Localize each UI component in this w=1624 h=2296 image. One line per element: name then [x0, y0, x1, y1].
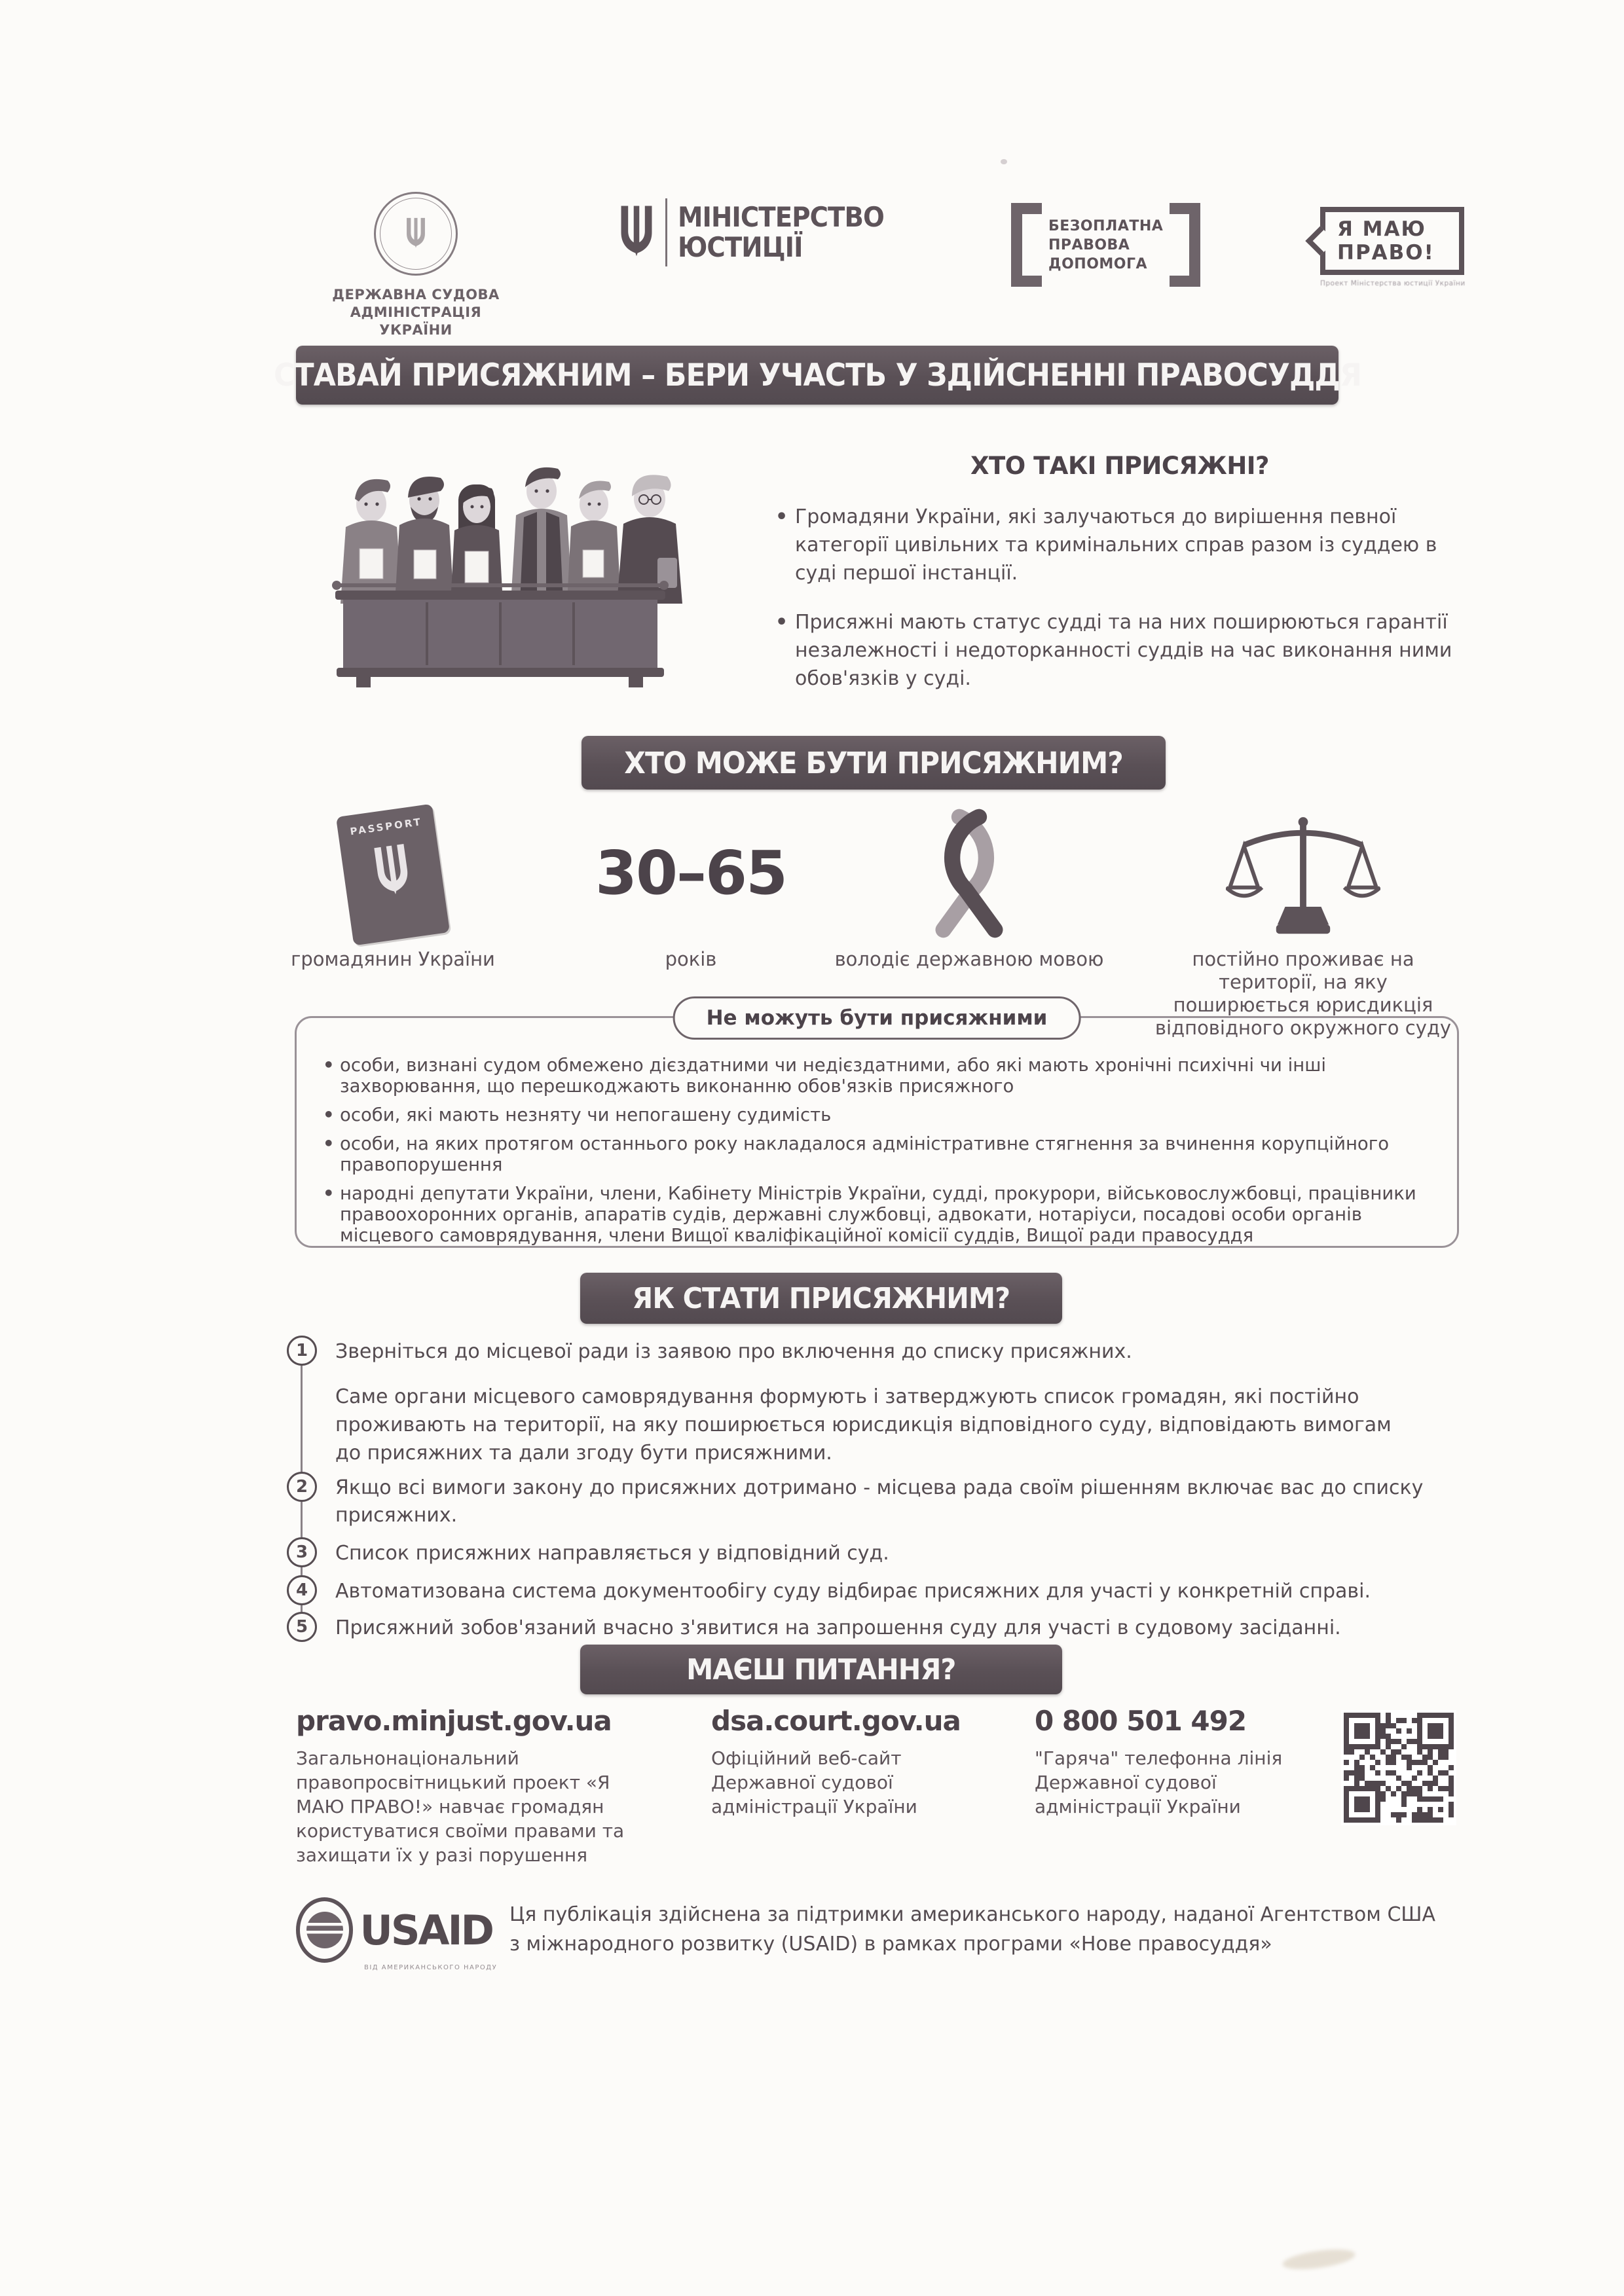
- step-number-badge: 4: [287, 1575, 317, 1605]
- list-item: • особи, на яких протягом останнього року накладалося адміністративне стягнення за вчинення корупційного правопорушення: [323, 1133, 1431, 1175]
- left-bracket-icon: [1011, 203, 1042, 287]
- step-text: Зверніться до місцевої ради із заявою про включення до списку присяжних.: [335, 1340, 1132, 1363]
- who-section-bullets: [773, 503, 1464, 714]
- contact-hotline: [1035, 1705, 1316, 1819]
- requirement-age: [593, 804, 789, 971]
- list-item: • народні депутати України, члени, Кабінету Міністрів України, судді, прокурори, військовослужбовці, працівники правоохоронних органів, апаратів судів, державні службовці, адвокати, нотаріуси, посадові особи органів місцевого самоврядування, члени Вищої кваліфікаційної комісії суддів, Вищої ради правосуддя: [323, 1183, 1431, 1246]
- requirement-label: років: [665, 948, 717, 970]
- usaid-caption: ВІД АМЕРИКАНСЬКОГО НАРОДУ: [364, 1964, 498, 1971]
- scan-artifact: [1282, 2246, 1357, 2272]
- contact-description: Офіційний веб-сайт Державної судової адміністрації України: [711, 1747, 917, 1817]
- list-item: • Громадяни України, які залучаються до вирішення певної категорії цивільних та кримінальних справ разом із суддею в суді першої інстанції.: [773, 503, 1464, 587]
- trident-icon: [403, 217, 428, 251]
- passport-icon: [336, 804, 450, 946]
- step-number-badge: 1: [287, 1336, 317, 1366]
- passport-label: PASSPORT: [349, 816, 423, 838]
- usaid-logo: [296, 1897, 498, 1971]
- contact-url: pravo.minjust.gov.ua: [296, 1705, 612, 1737]
- age-range-text: 30–65: [595, 838, 787, 908]
- requirement-residence: [1154, 804, 1452, 1040]
- dsa-seal-icon: [374, 192, 458, 276]
- jury-illustration: [296, 420, 702, 694]
- questions-banner-text: МАЄШ ПИТАННЯ?: [686, 1652, 956, 1686]
- step-number-badge: 2: [287, 1472, 317, 1502]
- requirement-citizen: [254, 804, 532, 971]
- right-bracket-icon: [1170, 203, 1200, 287]
- requirement-label: володіє державною мовою: [834, 948, 1104, 970]
- contact-dsa-site: [711, 1705, 973, 1819]
- step-text: Автоматизована система документообігу суду відбирає присяжних для участі у конкретній справі.: [335, 1580, 1371, 1603]
- usaid-seal-icon: [296, 1897, 353, 1963]
- cannot-box-list: [297, 1018, 1457, 1246]
- contact-description: "Гаряча" телефонна лінія Державної судової адміністрації України: [1035, 1747, 1283, 1817]
- legal-aid-logo: [1011, 203, 1200, 287]
- ribbon-icon: [907, 806, 1031, 941]
- step-number-badge: 3: [287, 1537, 317, 1567]
- pravo-logo: [1320, 207, 1464, 287]
- requirement-label: постійно проживає на території, на яку поширюється юрисдикція відповідного окружного суду: [1154, 948, 1452, 1039]
- qr-code: [1341, 1710, 1456, 1825]
- contact-phone: 0 800 501 492: [1035, 1705, 1247, 1737]
- how-banner-text: ЯК СТАТИ ПРИСЯЖНИМ?: [632, 1281, 1010, 1315]
- cannot-box-title: Не можуть бути присяжними: [673, 996, 1081, 1040]
- step-number-badge: 5: [287, 1612, 317, 1642]
- usaid-wordmark: USAID: [360, 1906, 492, 1954]
- who-can-banner: [581, 736, 1166, 790]
- pravo-logo-box: [1320, 207, 1464, 275]
- logo-divider: [665, 198, 667, 266]
- contact-url: dsa.court.gov.ua: [711, 1705, 961, 1737]
- scales-icon: [1226, 805, 1380, 941]
- cannot-be-jurors-box: [295, 1006, 1459, 1248]
- title-banner: [273, 346, 1361, 405]
- dsa-logo-caption: ДЕРЖАВНА СУДОВА АДМІНІСТРАЦІЯ УКРАЇНИ: [332, 287, 500, 338]
- who-can-banner-text: ХТО МОЖЕ БУТИ ПРИСЯЖНИМ?: [624, 745, 1123, 780]
- questions-banner: [580, 1645, 1062, 1694]
- how-banner: [580, 1273, 1062, 1324]
- minjust-logo: [616, 198, 902, 266]
- pravo-logo-caption: Проект Міністерства юстиції України: [1320, 280, 1466, 287]
- minjust-logo-text: МІНІСТЕРСТВО ЮСТИЦІЇ: [678, 201, 884, 263]
- list-item: • особи, визнані судом обмежено дієздатними чи недієздатними, або які мають хронічні психічні чи інші захворювання, що перешкоджають виконанню обов'язків присяжного: [323, 1055, 1431, 1097]
- pravo-logo-line2: ПРАВО!: [1337, 241, 1435, 264]
- step-text: Список присяжних направляється у відповідний суд.: [335, 1542, 889, 1565]
- pravo-logo-line1: Я МАЮ: [1337, 217, 1426, 241]
- contact-pravo-site: [296, 1705, 630, 1867]
- contact-description: Загальнонаціональний правопросвітницький проект «Я МАЮ ПРАВО!» навчає громадян користуватися своїми правами та захищати їх у разі порушення: [296, 1747, 625, 1866]
- title-banner-text: СТАВАЙ ПРИСЯЖНИМ – БЕРИ УЧАСТЬ У ЗДІЙСНЕННІ ПРАВОСУДДЯ: [273, 357, 1361, 393]
- usaid-disclaimer: Ця публікація здійснена за підтримки американського народу, наданої Агентством США з міжнародного розвитку (USAID) в рамках програми «Нове правосуддя»: [509, 1903, 1435, 1956]
- step-note: Саме органи місцевого самоврядування формують і затверджують список громадян, які постійно проживають на території, на яку поширюється юрисдикція відповідного суду, відповідають вимогам до присяжних та дали згоду бути присяжними.: [335, 1385, 1392, 1465]
- trident-icon: [369, 841, 416, 902]
- scan-artifact: [1001, 159, 1007, 164]
- dsa-logo: [331, 192, 501, 339]
- step-text: Присяжний зобов'язаний вчасно з'явитися на запрошення суду для участі в судовому засіданні.: [335, 1616, 1341, 1639]
- trident-icon: [616, 201, 657, 264]
- legal-aid-logo-text: БЕЗОПЛАТНА ПРАВОВА ДОПОМОГА: [1048, 217, 1164, 272]
- requirement-language: [820, 804, 1118, 971]
- requirement-label: громадянин України: [291, 948, 495, 970]
- step-text: Якщо всі вимоги закону до присяжних дотримано - місцева рада своїм рішенням включає вас до списку присяжних.: [335, 1476, 1424, 1527]
- list-item: • особи, які мають незняту чи непогашену судимість: [323, 1104, 1431, 1125]
- list-item: • Присяжні мають статус судді та на них поширюються гарантії незалежності і недоторканності суддів на час виконання ними обов'язків у суді.: [773, 608, 1464, 693]
- who-section-heading: ХТО ТАКІ ПРИСЯЖНІ?: [970, 452, 1270, 480]
